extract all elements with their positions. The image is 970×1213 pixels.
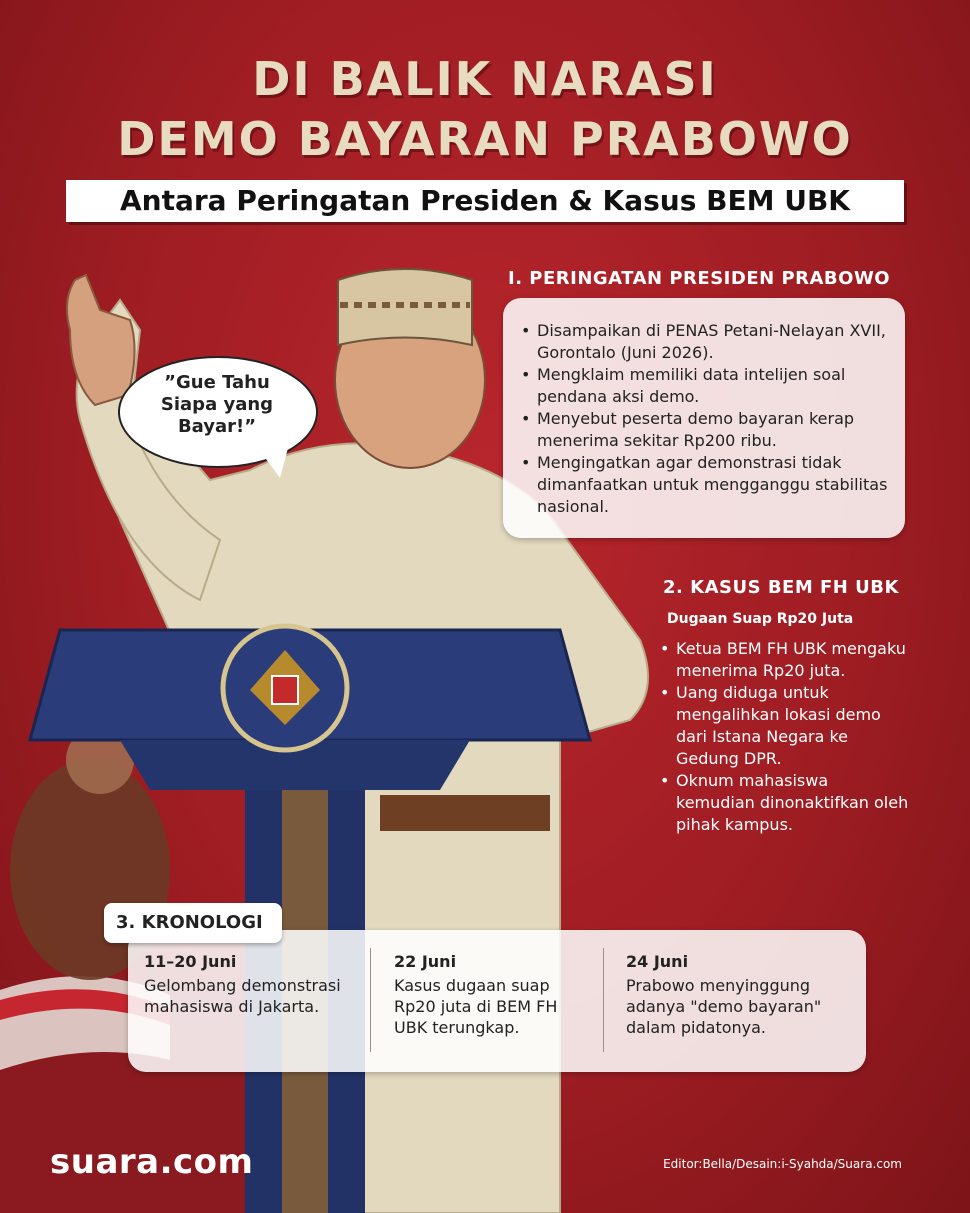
- kronologi-desc: Prabowo menyinggung adanya "demo bayaran" dalam pidatonya.: [626, 976, 822, 1037]
- speech-line-3: Bayar!”: [177, 416, 257, 437]
- section2-bullet: • Oknum mahasiswa kemudian dinonaktifkan oleh pihak kampus.: [660, 770, 910, 836]
- subtitle-banner: [66, 180, 904, 222]
- title-line-1: DI BALIK NARASI: [252, 52, 718, 106]
- speech-bubble-text: [122, 372, 312, 438]
- title-line-2: DEMO BAYARAN PRABOWO: [117, 112, 853, 166]
- kronologi-date: 22 Juni: [394, 952, 457, 971]
- speech-bubble-tail: [258, 448, 288, 478]
- section1-panel: [503, 298, 905, 538]
- section2-subheading: Dugaan Suap Rp20 Juta: [667, 611, 854, 627]
- kronologi-item: [144, 952, 354, 1017]
- kronologi-divider: [370, 948, 371, 1052]
- kronologi-heading-box: [104, 903, 282, 943]
- kronologi-desc: Gelombang demonstrasi mahasiswa di Jakarta.: [144, 976, 341, 1016]
- section1-bullet: • Mengklaim memiliki data intelijen soal pendana aksi demo.: [521, 364, 891, 408]
- section1-heading: I. PERINGATAN PRESIDEN PRABOWO: [508, 268, 891, 289]
- kronologi-divider: [603, 948, 604, 1052]
- section1-bullet: • Mengingatkan agar demonstrasi tidak dimanfaatkan untuk mengganggu stabilitas nasional.: [521, 452, 891, 518]
- kronologi-item: [394, 952, 594, 1038]
- section1-bullet: • Disampaikan di PENAS Petani-Nelayan XVII, Gorontalo (Juni 2026).: [521, 320, 891, 364]
- section1-list: [521, 320, 891, 518]
- speech-line-2: Siapa yang: [160, 394, 274, 415]
- section2-list: [660, 638, 910, 836]
- section2-content: [660, 638, 910, 836]
- kronologi-desc: Kasus dugaan suap Rp20 juta di BEM FH UBK terungkap.: [394, 976, 558, 1037]
- credit-line: Editor:Bella/Desain:i-Syahda/Suara.com: [663, 1157, 902, 1171]
- kronologi-item: [626, 952, 851, 1038]
- section2-heading: 2. KASUS BEM FH UBK: [663, 577, 899, 598]
- kronologi-heading: 3. KRONOLOGI: [116, 912, 263, 933]
- kronologi-date: 11–20 Juni: [144, 952, 237, 971]
- section2-bullet: • Uang diduga untuk mengalihkan lokasi demo dari Istana Negara ke Gedung DPR.: [660, 682, 910, 770]
- speech-line-1: ”Gue Tahu: [164, 372, 270, 393]
- section2-bullet: • Ketua BEM FH UBK mengaku menerima Rp20 juta.: [660, 638, 910, 682]
- subtitle-text: Antara Peringatan Presiden & Kasus BEM UBK: [119, 184, 850, 217]
- garuda-shield: [272, 676, 298, 704]
- suara-logo: suara.com: [50, 1142, 254, 1182]
- kronologi-panel: [128, 930, 866, 1072]
- belt: [380, 795, 550, 831]
- kronologi-date: 24 Juni: [626, 952, 689, 971]
- section1-bullet: • Menyebut peserta demo bayaran kerap menerima sekitar Rp200 ribu.: [521, 408, 891, 452]
